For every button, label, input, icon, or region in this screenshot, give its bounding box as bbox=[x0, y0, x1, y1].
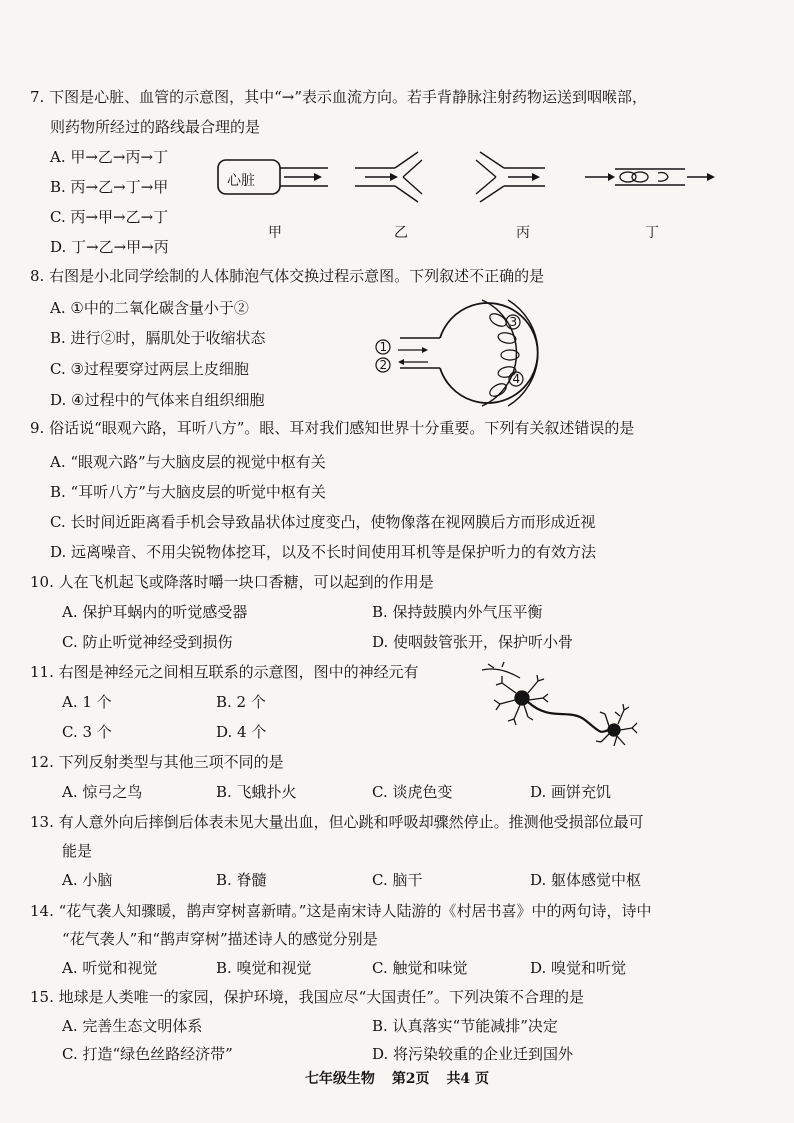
q14-option-b: B. 嗅觉和视觉 bbox=[216, 959, 312, 977]
capillary-ding bbox=[585, 169, 715, 185]
q13-option-a: A. 小脑 bbox=[62, 871, 113, 889]
q7-option-d: D. 丁→乙→甲→丙 bbox=[50, 238, 169, 256]
label-3: 3 bbox=[509, 315, 518, 329]
q8-option-b: B. 进行②时，膈肌处于收缩状态 bbox=[50, 329, 266, 347]
q10-option-a: A. 保护耳蜗内的听觉感受器 bbox=[62, 603, 248, 621]
alveolus-figure bbox=[370, 298, 550, 410]
q12-option-b: B. 飞蛾扑火 bbox=[216, 783, 297, 801]
q11-option-c: C. 3 个 bbox=[62, 723, 112, 741]
q7-stem-line1: 7. 下图是心脏、血管的示意图，其中“→”表示血流方向。若手背静脉注射药物运送到咽喉部， bbox=[30, 88, 647, 106]
q15-stem: 15. 地球是人类唯一的家园，保护环境，我国应尽“大国责任”。下列决策不合理的是 bbox=[30, 988, 584, 1006]
q9-option-b: B. “耳听八方”与大脑皮层的听觉中枢有关 bbox=[50, 483, 326, 501]
q8-option-a: A. ①中的二氧化碳含量小于② bbox=[50, 299, 249, 317]
neuron-figure bbox=[480, 660, 640, 748]
q14-option-d: D. 嗅觉和听觉 bbox=[530, 959, 627, 977]
q11-stem: 11. 右图是神经元之间相互联系的示意图，图中的神经元有 bbox=[30, 663, 419, 681]
footer-total: 共4 页 bbox=[446, 1071, 490, 1087]
q13-option-d: D. 躯体感觉中枢 bbox=[530, 871, 642, 889]
q15-option-a: A. 完善生态文明体系 bbox=[62, 1017, 203, 1035]
q12-option-c: C. 谈虎色变 bbox=[372, 783, 453, 801]
page-footer bbox=[0, 1068, 794, 1088]
label-2: 2 bbox=[379, 358, 388, 372]
q15-option-b: B. 认真落实“节能减排”决定 bbox=[372, 1017, 558, 1035]
q9-option-c: C. 长时间近距离看手机会导致晶状体过度变凸，使物像落在视网膜后方而形成近视 bbox=[50, 513, 596, 531]
q12-option-a: A. 惊弓之鸟 bbox=[62, 783, 143, 801]
vessel-yi bbox=[355, 152, 422, 202]
q10-stem: 10. 人在飞机起飞或降落时嚼一块口香糖，可以起到的作用是 bbox=[30, 573, 434, 591]
q12-option-d: D. 画饼充饥 bbox=[530, 783, 612, 801]
q7-stem-line2: 则药物所经过的路线最合理的是 bbox=[50, 118, 261, 136]
q8-stem: 8. 右图是小北同学绘制的人体肺泡气体交换过程示意图。下列叙述不正确的是 bbox=[30, 267, 545, 285]
q13-option-c: C. 脑干 bbox=[372, 871, 423, 889]
q10-option-b: B. 保持鼓膜内外气压平衡 bbox=[372, 603, 543, 621]
q13-stem-line2: 能是 bbox=[62, 842, 93, 860]
q10-option-c: C. 防止听觉神经受到损伤 bbox=[62, 633, 233, 651]
caption-yi: 乙 bbox=[394, 225, 408, 241]
q7-vessels-figure bbox=[210, 148, 720, 208]
q10-option-d: D. 使咽鼓管张开，保护听小骨 bbox=[372, 633, 574, 651]
caption-ding: 丁 bbox=[645, 225, 659, 241]
q7-option-b: B. 丙→乙→丁→甲 bbox=[50, 178, 169, 196]
q14-option-a: A. 听觉和视觉 bbox=[62, 959, 158, 977]
label-1: 1 bbox=[379, 340, 388, 354]
q14-stem-line1: 14. “花气袭人知骤暖，鹊声穿树喜新晴。”这是南宋诗人陆游的《村居书喜》中的两句诗，诗中 bbox=[30, 902, 652, 920]
q9-option-a: A. “眼观六路”与大脑皮层的视觉中枢有关 bbox=[50, 453, 326, 471]
q7-option-c: C. 丙→甲→乙→丁 bbox=[50, 208, 169, 226]
q7-option-a: A. 甲→乙→丙→丁 bbox=[50, 148, 169, 166]
q11-option-b: B. 2 个 bbox=[216, 693, 266, 711]
label-4: 4 bbox=[512, 372, 521, 386]
footer-subject: 七年级生物 bbox=[304, 1071, 375, 1087]
footer-page: 第2页 bbox=[391, 1071, 430, 1087]
caption-jia: 甲 bbox=[268, 225, 282, 241]
q8-option-c: C. ③过程要穿过两层上皮细胞 bbox=[50, 360, 249, 378]
heart-label: 心脏 bbox=[227, 173, 255, 189]
q12-stem: 12. 下列反射类型与其他三项不同的是 bbox=[30, 753, 284, 771]
q14-stem-line2: “花气袭人”和“鹊声穿树”描述诗人的感觉分别是 bbox=[62, 930, 378, 948]
q15-option-d: D. 将污染较重的企业迁到国外 bbox=[372, 1045, 574, 1063]
q9-option-d: D. 远离噪音、不用尖锐物体挖耳，以及不长时间使用耳机等是保护听力的有效方法 bbox=[50, 543, 597, 561]
q9-stem: 9. 俗话说“眼观六路，耳听八方”。眼、耳对我们感知世界十分重要。下列有关叙述错误的是 bbox=[30, 419, 635, 437]
q8-option-d: D. ④过程中的气体来自组织细胞 bbox=[50, 391, 265, 409]
q14-option-c: C. 触觉和味觉 bbox=[372, 959, 468, 977]
q11-option-a: A. 1 个 bbox=[62, 693, 112, 711]
q13-option-b: B. 脊髓 bbox=[216, 871, 267, 889]
caption-bing: 丙 bbox=[516, 225, 530, 241]
q13-stem-line1: 13. 有人意外向后摔倒后体表未见大量出血，但心跳和呼吸却骤然停止。推测他受损部位最可 bbox=[30, 813, 644, 831]
vessel-bing bbox=[476, 152, 545, 202]
q15-option-c: C. 打造“绿色丝路经济带” bbox=[62, 1045, 233, 1063]
q11-option-d: D. 4 个 bbox=[216, 723, 267, 741]
